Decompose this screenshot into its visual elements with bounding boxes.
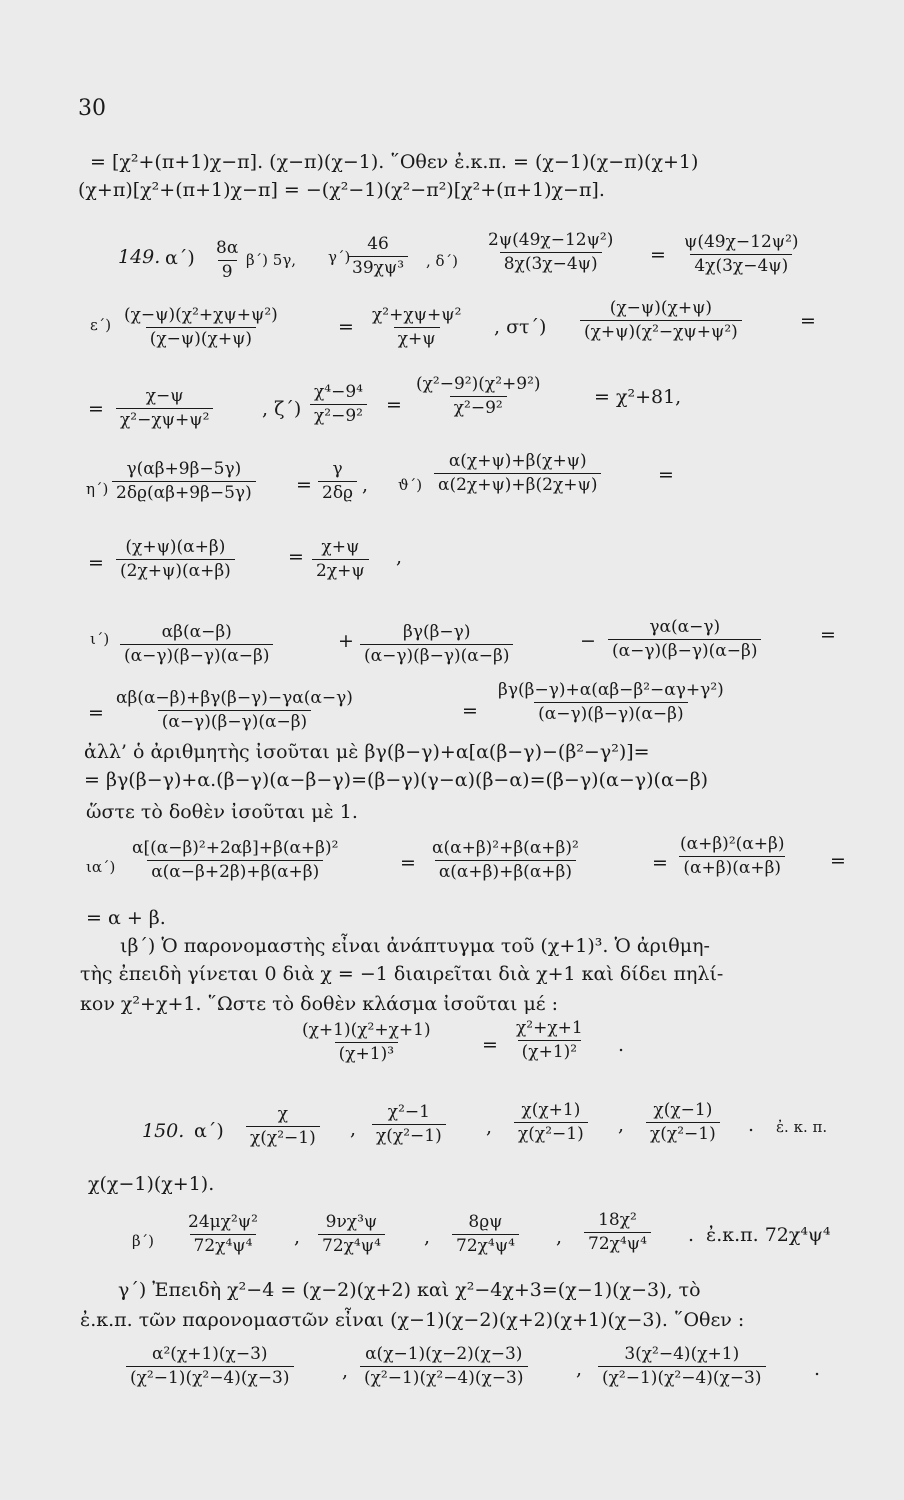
fraction-denominator: 72χ⁴ψ⁴: [318, 1234, 385, 1257]
fraction-denominator: 72χ⁴ψ⁴: [584, 1232, 651, 1255]
fraction-denominator: χ(χ²−1): [246, 1126, 320, 1149]
fraction: [212, 238, 242, 283]
equals-sign: =: [482, 1034, 498, 1056]
comma: ,: [396, 546, 403, 568]
fraction-denominator: (χ+ψ)(χ²−χψ+ψ²): [580, 320, 742, 343]
fraction-numerator: (χ²−9²)(χ²+9²): [416, 374, 541, 394]
fraction-numerator: 2ψ(49χ−12ψ²): [488, 230, 614, 250]
fraction-numerator: 3(χ²−4)(χ+1): [624, 1344, 740, 1364]
fraction-numerator: χ(χ−1): [653, 1100, 713, 1120]
equals-sign: =: [650, 244, 666, 266]
fraction-denominator: χ(χ²−1): [646, 1122, 720, 1145]
fraction: [246, 1104, 320, 1149]
fraction-numerator: χ²−1: [387, 1102, 430, 1122]
text-line: (χ+π)[χ²+(π+1)χ−π] = −(χ²−1)(χ²−π²)[χ²+(π+1)χ−π].: [78, 179, 605, 201]
equals-sign: =: [386, 394, 402, 416]
fraction: [368, 305, 465, 350]
ekp-text: ἐ.κ.π. 72χ⁴ψ⁴: [706, 1224, 831, 1246]
fraction-denominator: (α−γ)(β−γ)(α−β): [120, 644, 273, 667]
item-label: ια΄): [86, 858, 116, 876]
item-label: α΄): [194, 1120, 224, 1142]
fraction-numerator: 8ϱψ: [468, 1212, 503, 1232]
fraction-numerator: (α+β)²(α+β): [680, 834, 785, 854]
equals-sign: =: [338, 316, 354, 338]
item-label: β΄) 5γ,: [246, 251, 297, 269]
fraction-numerator: χ²+χψ+ψ²: [372, 305, 462, 325]
fraction: [680, 232, 803, 277]
text-line: = βγ(β−γ)+α.(β−γ)(α−β−γ)=(β−γ)(γ−α)(β−α)=(β−γ)(α−γ)(α−β): [84, 769, 709, 791]
plus-sign: +: [338, 630, 354, 652]
fraction: [116, 386, 213, 431]
text-line: γ΄) Ἐπειδὴ χ²−4 = (χ−2)(χ+2) καὶ χ²−4χ+3=(χ−1)(χ−3), τὸ: [118, 1279, 701, 1301]
fraction-denominator: 2δϱ(αβ+9β−5γ): [112, 481, 256, 504]
fraction-denominator: 4χ(3χ−4ψ): [690, 254, 792, 277]
fraction: [128, 838, 342, 883]
item-label: ε΄): [90, 316, 112, 334]
fraction: [484, 230, 617, 275]
fraction-denominator: 8χ(3χ−4ψ): [500, 252, 602, 275]
fraction: [318, 459, 357, 504]
fraction-denominator: χ²−χψ+ψ²: [116, 408, 213, 431]
fraction-denominator: (χ+1)³: [335, 1042, 398, 1065]
item-label: α΄): [165, 247, 195, 269]
period: .: [748, 1114, 755, 1136]
fraction-denominator: (χ²−1)(χ²−4)(χ−3): [126, 1366, 294, 1389]
fraction-numerator: βγ(β−γ)+α(αβ−β²−αγ+γ²): [498, 680, 724, 700]
fraction-numerator: χ: [277, 1104, 289, 1124]
fraction: [116, 537, 235, 582]
comma: ,: [424, 1226, 431, 1248]
fraction: [434, 451, 601, 496]
item-label: η΄): [86, 480, 109, 498]
fraction: [184, 1212, 262, 1257]
item-label: ι΄): [90, 630, 110, 648]
item-label: γ΄): [328, 248, 351, 266]
fraction-numerator: αβ(α−β)+βγ(β−γ)−γα(α−γ): [116, 688, 353, 708]
equals-sign: =: [830, 850, 846, 872]
comma: ,: [294, 1226, 301, 1248]
fraction-denominator: (χ+1)²: [518, 1040, 581, 1063]
fraction-numerator: (χ−ψ)(χ+ψ): [609, 298, 713, 318]
equals-sign: =: [658, 464, 674, 486]
equals-sign: =: [462, 700, 478, 722]
fraction: [126, 1344, 294, 1389]
fraction-numerator: ψ(49χ−12ψ²): [684, 232, 799, 252]
fraction: [112, 688, 357, 733]
fraction-numerator: α(α+β)²+β(α+β)²: [432, 838, 579, 858]
item-label: , δ΄): [426, 252, 458, 270]
comma: ,: [576, 1358, 583, 1380]
fraction-numerator: χ⁴−9⁴: [314, 382, 363, 402]
equals-sign: =: [800, 310, 816, 332]
fraction-numerator: (χ−ψ)(χ²+χψ+ψ²): [124, 305, 278, 325]
period: .: [814, 1358, 821, 1380]
text-line: τὴς ἐπειδὴ γίνεται 0 διὰ χ = −1 διαιρεῖται διὰ χ+1 καὶ δίδει πηλί-: [80, 963, 724, 985]
fraction: [412, 374, 545, 419]
item-label: β΄): [132, 1232, 155, 1250]
fraction-denominator: 9: [218, 260, 237, 283]
comma: ,: [362, 474, 369, 496]
fraction-numerator: 18χ²: [598, 1210, 637, 1230]
fraction: [360, 1344, 528, 1389]
page-number: 30: [78, 96, 106, 121]
fraction: [120, 622, 273, 667]
fraction-denominator: (χ²−1)(χ²−4)(χ−3): [360, 1366, 528, 1389]
comma: ,: [486, 1116, 493, 1138]
fraction: [348, 234, 408, 279]
fraction: [494, 680, 728, 725]
fraction-numerator: α(χ+ψ)+β(χ+ψ): [448, 451, 587, 471]
fraction-denominator: (α+β)(α+β): [679, 856, 785, 879]
equals-sign: =: [820, 624, 836, 646]
fraction-denominator: 39χψ³: [348, 256, 408, 279]
fraction-numerator: γ(αβ+9β−5γ): [126, 459, 242, 479]
fraction-numerator: αβ(α−β): [161, 622, 232, 642]
fraction: [310, 382, 367, 427]
fraction-numerator: χ²+χ+1: [516, 1018, 583, 1038]
fraction-denominator: α(α+β)+β(α+β): [435, 860, 576, 883]
period: .: [618, 1034, 625, 1056]
ekp-text: ἐ. κ. π.: [776, 1118, 828, 1136]
fraction-numerator: α²(χ+1)(χ−3): [151, 1344, 268, 1364]
fraction-denominator: 72χ⁴ψ⁴: [190, 1234, 257, 1257]
text-line: = α + β.: [86, 907, 166, 929]
fraction-numerator: 46: [367, 234, 389, 254]
fraction: [360, 622, 513, 667]
fraction: [318, 1212, 385, 1257]
fraction-denominator: (α−γ)(β−γ)(α−β): [534, 702, 687, 725]
fraction: [298, 1020, 435, 1065]
fraction-numerator: α[(α−β)²+2αβ]+β(α+β)²: [132, 838, 339, 858]
equals-sign: =: [400, 852, 416, 874]
equals-sign: =: [88, 398, 104, 420]
fraction: [428, 838, 583, 883]
fraction: [646, 1100, 720, 1145]
text-line: ἐ.κ.π. τῶν παρονομαστῶν εἶναι (χ−1)(χ−2)(χ+2)(χ+1)(χ−3). ῞Οθεν :: [80, 1309, 745, 1331]
fraction-numerator: γ: [332, 459, 343, 479]
fraction-denominator: χ²−9²: [310, 404, 367, 427]
exercise-number: 149.: [118, 246, 161, 268]
fraction-numerator: 24μχ²ψ²: [188, 1212, 258, 1232]
item-label: , στ΄): [494, 316, 547, 338]
result-text: = χ²+81,: [594, 386, 682, 408]
fraction-denominator: (α−γ)(β−γ)(α−β): [360, 644, 513, 667]
fraction-denominator: 72χ⁴ψ⁴: [452, 1234, 519, 1257]
fraction-denominator: 2χ+ψ: [312, 559, 369, 582]
fraction-numerator: α(χ−1)(χ−2)(χ−3): [365, 1344, 523, 1364]
fraction-denominator: (2χ+ψ)(α+β): [116, 559, 235, 582]
text-line: ἀλλ’ ὁ ἀριθμητὴς ἰσοῦται μὲ βγ(β−γ)+α[α(β−γ)−(β²−γ²)]=: [84, 741, 650, 763]
comma: ,: [556, 1226, 563, 1248]
comma: ,: [618, 1114, 625, 1136]
fraction-numerator: χ+ψ: [321, 537, 360, 557]
fraction: [512, 1018, 587, 1063]
fraction-denominator: χ+ψ: [394, 327, 440, 350]
fraction-denominator: α(α−β+2β)+β(α+β): [147, 860, 323, 883]
fraction-denominator: χ²−9²: [450, 396, 507, 419]
fraction: [676, 834, 788, 879]
equals-sign: =: [88, 552, 104, 574]
fraction-denominator: (α−γ)(β−γ)(α−β): [158, 710, 311, 733]
fraction-numerator: βγ(β−γ): [402, 622, 471, 642]
fraction-denominator: (χ²−1)(χ²−4)(χ−3): [598, 1366, 766, 1389]
fraction-numerator: (χ+1)(χ²+χ+1): [302, 1020, 431, 1040]
fraction-denominator: χ(χ²−1): [514, 1122, 588, 1145]
fraction-numerator: χ−ψ: [145, 386, 184, 406]
fraction: [514, 1100, 588, 1145]
fraction-denominator: (χ−ψ)(χ+ψ): [146, 327, 256, 350]
equals-sign: =: [88, 702, 104, 724]
fraction: [598, 1344, 766, 1389]
fraction: [372, 1102, 446, 1147]
text-line: χ(χ−1)(χ+1).: [88, 1173, 215, 1195]
minus-sign: −: [580, 630, 596, 652]
fraction: [452, 1212, 519, 1257]
fraction-numerator: χ(χ+1): [521, 1100, 581, 1120]
fraction: [580, 298, 742, 343]
text-line: ιβ΄) Ὁ παρονομαστὴς εἶναι ἀνάπτυγμα τοῦ (χ+1)³. Ὁ ἀριθμη-: [120, 935, 710, 957]
fraction-denominator: 2δϱ: [318, 481, 357, 504]
item-label: , ζ΄): [262, 398, 302, 420]
fraction: [120, 305, 282, 350]
fraction: [608, 617, 761, 662]
fraction-denominator: (α−γ)(β−γ)(α−β): [608, 639, 761, 662]
comma: ,: [350, 1118, 357, 1140]
text-line: ὥστε τὸ δοθὲν ἰσοῦται μὲ 1.: [86, 801, 358, 823]
fraction: [312, 537, 369, 582]
fraction-denominator: α(2χ+ψ)+β(2χ+ψ): [434, 473, 601, 496]
equals-sign: =: [296, 474, 312, 496]
text-line: = [χ²+(π+1)χ−π]. (χ−π)(χ−1). ῞Οθεν ἐ.κ.π. = (χ−1)(χ−π)(χ+1): [90, 151, 699, 173]
equals-sign: =: [288, 546, 304, 568]
fraction-numerator: 8α: [216, 238, 239, 258]
comma: ,: [342, 1360, 349, 1382]
fraction-numerator: γα(α−γ): [649, 617, 721, 637]
equals-sign: =: [652, 852, 668, 874]
period: .: [688, 1224, 695, 1246]
text-line: κον χ²+χ+1. ῞Ωστε τὸ δοθὲν κλάσμα ἰσοῦται μέ :: [80, 993, 559, 1015]
fraction: [112, 459, 256, 504]
fraction-numerator: (χ+ψ)(α+β): [125, 537, 226, 557]
fraction-denominator: χ(χ²−1): [372, 1124, 446, 1147]
fraction: [584, 1210, 651, 1255]
fraction-numerator: 9νχ³ψ: [325, 1212, 378, 1232]
item-label: ϑ΄): [398, 476, 423, 494]
exercise-number: 150.: [142, 1120, 185, 1142]
